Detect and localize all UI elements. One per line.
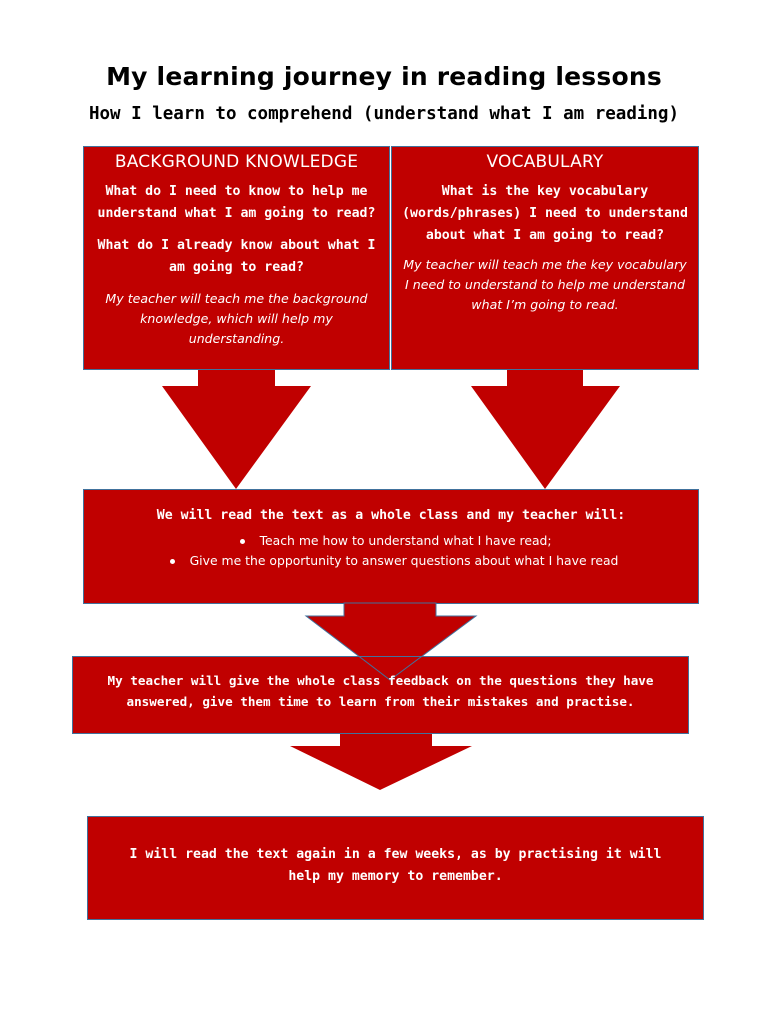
- reread-box: [87, 816, 704, 920]
- background-knowledge-note: My teacher will teach me the background knowledge, which will help my understanding.: [105, 291, 368, 346]
- background-knowledge-heading: BACKGROUND KNOWLEDGE: [114, 152, 359, 172]
- background-knowledge-question-2: What do I already know about what I am going to read?: [97, 238, 376, 275]
- teacher-action-text: Teach me how to understand what I have read;: [259, 533, 552, 548]
- feedback-text: My teacher will give the whole class feedback on the questions they have answered, give them time to learn from their mistakes and practise.: [107, 673, 654, 709]
- teacher-action-text: Give me the opportunity to answer questions about what I have read: [189, 553, 619, 568]
- vocabulary-heading: VOCABULARY: [486, 152, 604, 172]
- page-subtitle: How I learn to comprehend (understand what I am reading): [88, 104, 679, 124]
- whole-class-lead: We will read the text as a whole class and my teacher will:: [156, 508, 626, 523]
- vocabulary-question: What is the key vocabulary (words/phrases) I need to understand about what I am going to read?: [402, 184, 688, 243]
- page-title: My learning journey in reading lessons: [106, 62, 662, 91]
- reread-text: I will read the text again in a few weeks, as by practising it will help my memory to remember.: [129, 847, 662, 884]
- background-knowledge-question-1: What do I need to know to help me understand what I am going to read?: [97, 184, 376, 221]
- vocabulary-note: My teacher will teach me the key vocabulary I need to understand to help me understand what I’m going to read.: [403, 257, 687, 312]
